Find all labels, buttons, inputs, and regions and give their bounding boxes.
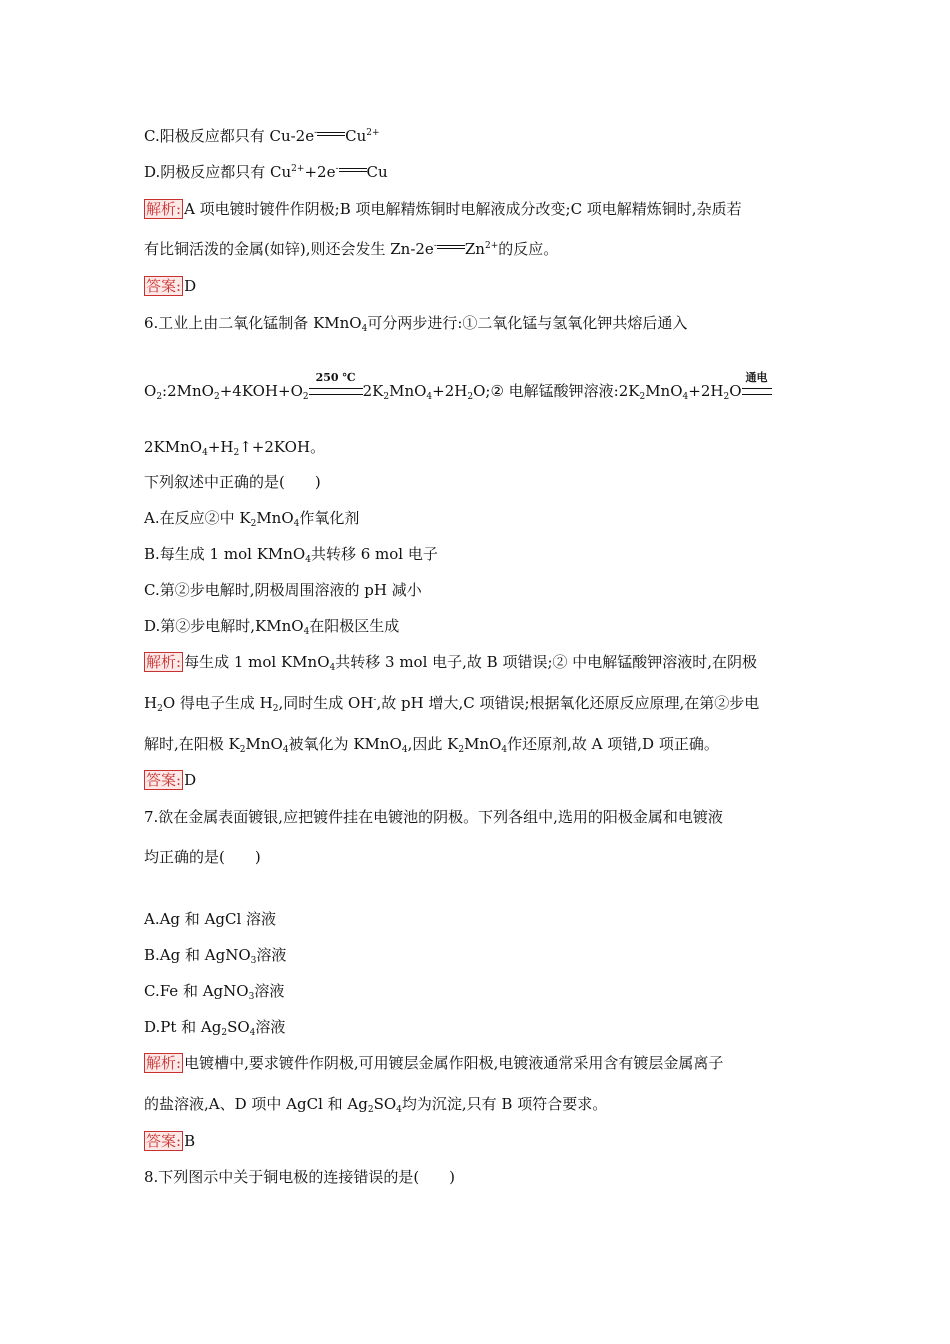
q7-option-c: C.Fe 和 AgNO$_3$溶液 bbox=[144, 982, 285, 1002]
q6-analysis-line3: 解时,在阳极 $K_2MnO_4$被氧化为 KMnO$_4$,因此 $K_2MnO_4$作还原剂,故 A 项错,D 项正确。 bbox=[144, 735, 719, 755]
q6-answer: 答案: D bbox=[146, 771, 197, 789]
q6-stem-line1: 6.工业上由二氧化锰制备 KMnO$_4$可分两步进行:①二氧化锰与氢氧化钾共熔后通入 bbox=[144, 314, 688, 334]
q6-analysis-line1: 解析: 每生成 1 mol KMnO$_4$共转移 3 mol 电子,故 B 项错误;② 中电解锰酸钾溶液时,在阴极 bbox=[146, 653, 758, 673]
q5-analysis-line2: 有比铜活泼的金属(如锌),则还会发生 Zn-2e- $Zn^{2+}$的反应。 bbox=[144, 240, 559, 258]
q5-option-c: C.阳极反应都只有 Cu-2e- $Cu^{2+}$ bbox=[144, 127, 380, 145]
q7-option-b: B.Ag 和 AgNO$_3$溶液 bbox=[144, 946, 287, 966]
equals-sign bbox=[339, 166, 367, 176]
q5-option-d: D.阴极反应都只有 $Cu^{2+}+2e^-$ Cu bbox=[144, 163, 388, 181]
q6-equation-2: $2KMnO_4+H_2↑+2KOH$。 bbox=[144, 438, 326, 458]
q6-question: 下列叙述中正确的是( ) bbox=[144, 473, 321, 491]
q7-analysis-line2: 的盐溶液,A、D 项中 AgCl 和 $Ag_2SO_4$均为沉淀,只有 B 项符合要求。 bbox=[144, 1095, 608, 1115]
answer-tag: 答案: bbox=[146, 771, 182, 789]
q7-stem-line2: 均正确的是( ) bbox=[144, 848, 261, 866]
equals-sign bbox=[437, 243, 465, 253]
analysis-tag: 解析: bbox=[146, 1054, 182, 1072]
q6-equation-1: $O_2:2MnO_2+4KOH+O_2$ 250 ℃ $2K_2MnO_4+2H_2O;②$ 电解锰酸钾溶液$:2K_2MnO_4+2H_2O$ 通电 bbox=[144, 381, 772, 401]
q6-analysis-line2: $H_2O$ 得电子生成 $H_2$,同时生成 OH-,故 pH 增大,C 项错误;根据氧化还原反应原理,在第②步电 bbox=[144, 694, 760, 714]
q8-stem: 8.下列图示中关于铜电极的连接错误的是( ) bbox=[144, 1168, 456, 1186]
q6-option-c: C.第②步电解时,阴极周围溶液的 pH 减小 bbox=[144, 581, 422, 599]
q7-analysis-line1: 解析: 电镀槽中,要求镀件作阴极,可用镀层金属作阳极,电镀液通常采用含有镀层金属离子 bbox=[146, 1054, 724, 1072]
analysis-tag: 解析: bbox=[146, 653, 182, 671]
q6-option-a: A.在反应②中 $K_2MnO_4$作氧化剂 bbox=[144, 509, 360, 529]
q7-option-d: D.Pt 和 $Ag_2SO_4$溶液 bbox=[144, 1018, 286, 1038]
q7-stem-line1: 7.欲在金属表面镀银,应把镀件挂在电镀池的阴极。下列各组中,选用的阳极金属和电镀液 bbox=[144, 808, 723, 826]
answer-tag: 答案: bbox=[146, 1132, 182, 1150]
analysis-tag: 解析: bbox=[146, 200, 182, 218]
q7-answer: 答案: B bbox=[146, 1132, 196, 1150]
q6-option-b: B.每生成 1 mol KMnO$_4$共转移 6 mol 电子 bbox=[144, 545, 438, 565]
condition-equals-electrolysis: 通电 bbox=[742, 383, 772, 395]
q5-analysis-line1: 解析: A 项电镀时镀件作阴极;B 项电解精炼铜时电解液成分改变;C 项电解精炼铜时,杂质若 bbox=[146, 200, 742, 218]
q5-answer: 答案: D bbox=[146, 277, 197, 295]
equals-sign bbox=[317, 130, 345, 140]
q7-option-a: A.Ag 和 AgCl 溶液 bbox=[144, 910, 277, 928]
answer-tag: 答案: bbox=[146, 277, 182, 295]
q6-option-d: D.第②步电解时,KMnO$_4$在阳极区生成 bbox=[144, 617, 400, 637]
condition-equals: 250 ℃ bbox=[309, 383, 363, 395]
